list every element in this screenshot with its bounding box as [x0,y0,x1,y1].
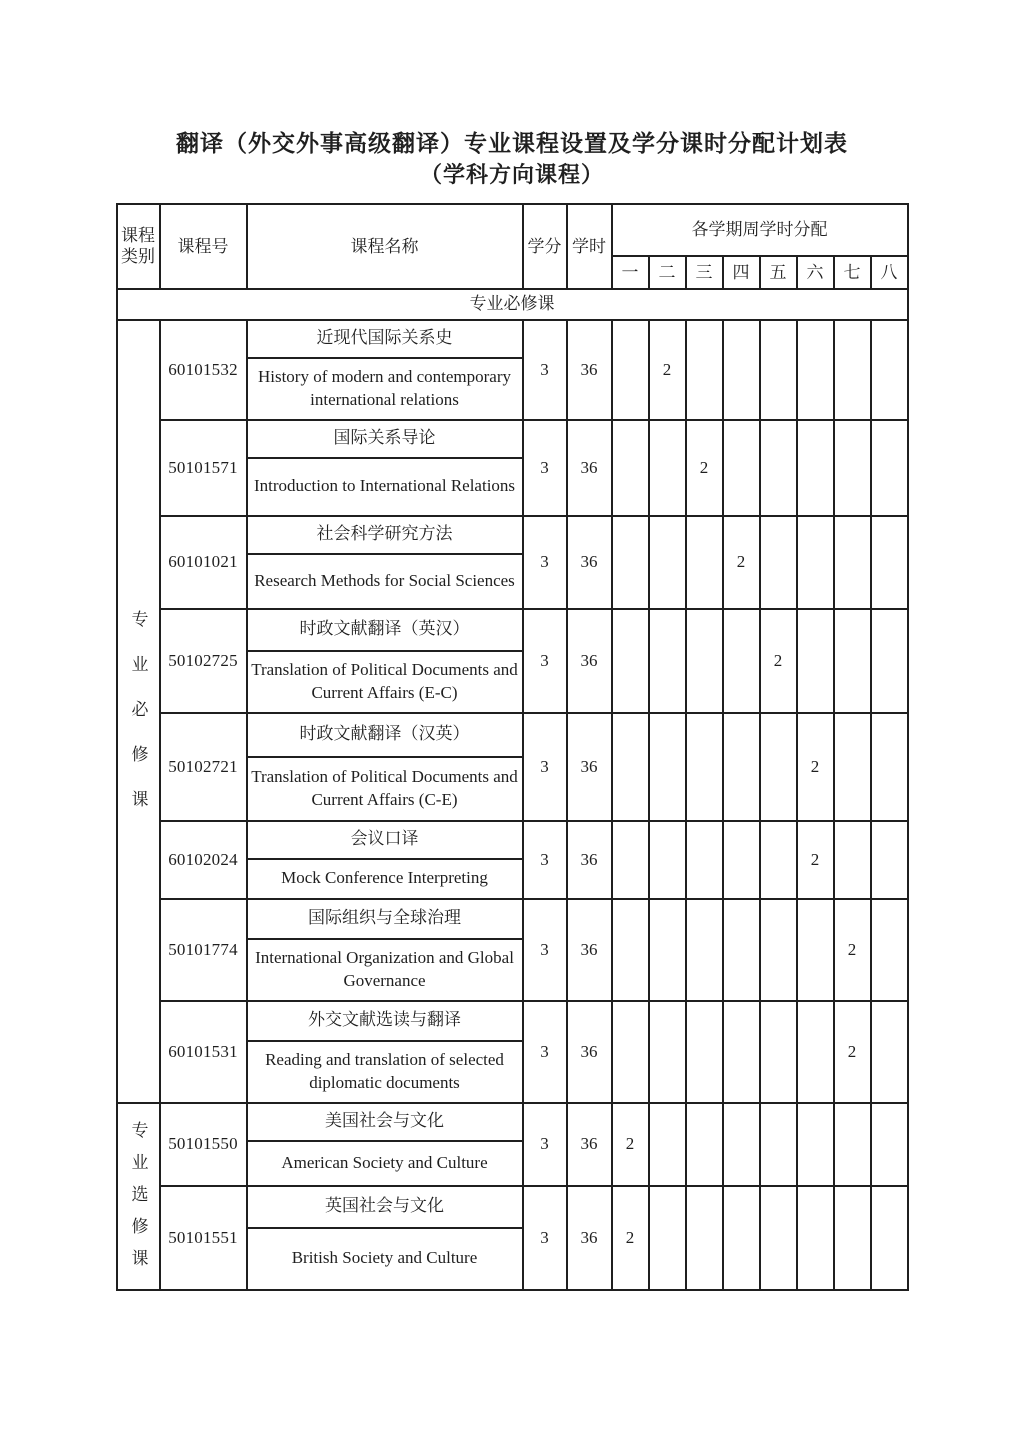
course-name-en: Mock Conference Interpreting [247,859,523,899]
course-hours: 36 [567,420,612,516]
semester-hours [871,420,908,516]
course-name-cn: 时政文献翻译（汉英） [247,713,523,757]
category-cell [117,1103,160,1290]
semester-hours: 2 [723,516,760,609]
semester-hours [760,899,797,1001]
course-name-cn: 时政文献翻译（英汉） [247,609,523,651]
semester-hours [871,609,908,713]
semester-hours [871,821,908,899]
course-code: 50102721 [160,713,247,821]
course-name-en: Translation of Political Documents and Current Affairs (C-E) [247,757,523,821]
course-name-cn: 外交文献选读与翻译 [247,1001,523,1041]
semester-hours [612,320,649,420]
semester-hours: 2 [612,1186,649,1290]
semester-hours [760,713,797,821]
course-code: 60102024 [160,821,247,899]
course-code: 60101532 [160,320,247,420]
course-credits: 3 [523,899,567,1001]
semester-hours [834,420,871,516]
column-header-category: 课程类别 [117,204,160,289]
column-header-semester-5: 五 [760,256,797,289]
course-name-en: Introduction to International Relations [247,458,523,516]
semester-hours [612,713,649,821]
semester-hours [686,1186,723,1290]
semester-hours [723,1186,760,1290]
course-credits: 3 [523,821,567,899]
semester-hours [612,609,649,713]
semester-hours [649,821,686,899]
course-name-cn: 国际组织与全球治理 [247,899,523,939]
semester-hours [649,899,686,1001]
semester-hours [723,821,760,899]
column-header-semester-1: 一 [612,256,649,289]
semester-hours [834,1103,871,1186]
column-header-semester-7: 七 [834,256,871,289]
semester-hours [649,420,686,516]
semester-hours [686,899,723,1001]
course-code: 60101021 [160,516,247,609]
semester-hours [834,320,871,420]
semester-hours [797,1103,834,1186]
course-hours: 36 [567,609,612,713]
course-code: 50101551 [160,1186,247,1290]
course-name-en: International Organization and Global Governance [247,939,523,1001]
course-name-cn: 会议口译 [247,821,523,859]
semester-hours [686,320,723,420]
semester-hours [760,320,797,420]
course-name-en: British Society and Culture [247,1228,523,1290]
section-band: 专业必修课 [117,289,908,320]
semester-hours [871,713,908,821]
semester-hours [723,320,760,420]
semester-hours [760,516,797,609]
column-header-credits: 学分 [523,204,567,289]
course-name-cn: 近现代国际关系史 [247,320,523,358]
semester-hours [649,609,686,713]
semester-hours [723,609,760,713]
semester-hours [797,320,834,420]
semester-hours [871,320,908,420]
semester-hours [612,1001,649,1103]
semester-hours [723,899,760,1001]
title-block [0,0,1024,190]
column-header-semester-6: 六 [797,256,834,289]
course-name-cn: 英国社会与文化 [247,1186,523,1228]
category-label: 专业必修课 [128,610,148,836]
course-name-cn: 社会科学研究方法 [247,516,523,554]
course-credits: 3 [523,1103,567,1186]
course-name-en: American Society and Culture [247,1141,523,1186]
semester-hours [612,821,649,899]
semester-hours [723,1103,760,1186]
course-hours: 36 [567,1001,612,1103]
course-name-cn: 美国社会与文化 [247,1103,523,1141]
course-credits: 3 [523,516,567,609]
column-header-hours: 学时 [567,204,612,289]
semester-hours [649,713,686,821]
course-name-en: Research Methods for Social Sciences [247,554,523,609]
course-credits: 3 [523,609,567,713]
semester-hours [871,1103,908,1186]
semester-hours [760,1103,797,1186]
course-credits: 3 [523,713,567,821]
semester-hours [797,420,834,516]
semester-hours [834,713,871,821]
semester-hours: 2 [797,713,834,821]
course-code: 50101550 [160,1103,247,1186]
semester-hours: 2 [797,821,834,899]
semester-hours [723,1001,760,1103]
semester-hours [760,1001,797,1103]
course-name-en: Reading and translation of selected diplomatic documents [247,1041,523,1103]
semester-hours: 2 [612,1103,649,1186]
course-credits: 3 [523,320,567,420]
column-header-semester-3: 三 [686,256,723,289]
course-hours: 36 [567,1103,612,1186]
semester-hours [797,899,834,1001]
semester-hours [686,1001,723,1103]
semester-hours [612,420,649,516]
course-name-en: History of modern and contemporary international relations [247,358,523,420]
semester-hours [760,1186,797,1290]
semester-hours [686,1103,723,1186]
semester-hours [760,420,797,516]
semester-hours [871,516,908,609]
document-subtitle: （学科方向课程） [419,162,604,188]
column-header-code: 课程号 [160,204,247,289]
semester-hours [797,1186,834,1290]
semester-hours [871,1001,908,1103]
course-hours: 36 [567,899,612,1001]
semester-hours [686,713,723,821]
semester-hours [834,821,871,899]
column-header-semester-8: 八 [871,256,908,289]
semester-hours: 2 [686,420,723,516]
course-hours: 36 [567,1186,612,1290]
semester-hours [834,609,871,713]
course-credits: 3 [523,1001,567,1103]
semester-hours [871,1186,908,1290]
course-credits: 3 [523,420,567,516]
course-name-en: Translation of Political Documents and Current Affairs (E-C) [247,651,523,713]
course-code: 50102725 [160,609,247,713]
column-header-semester-group: 各学期周学时分配 [612,204,908,256]
course-hours: 36 [567,713,612,821]
curriculum-table [116,203,909,1291]
course-hours: 36 [567,516,612,609]
semester-hours [686,821,723,899]
semester-hours [834,516,871,609]
semester-hours [649,1103,686,1186]
semester-hours [649,1186,686,1290]
semester-hours [760,821,797,899]
semester-hours [649,516,686,609]
semester-hours [797,1001,834,1103]
semester-hours [797,609,834,713]
category-label: 专业选修课 [128,1121,148,1282]
course-code: 50101774 [160,899,247,1001]
semester-hours: 2 [649,320,686,420]
semester-hours: 2 [760,609,797,713]
column-header-name: 课程名称 [247,204,523,289]
semester-hours [797,516,834,609]
semester-hours [723,713,760,821]
semester-hours [834,1186,871,1290]
course-hours: 36 [567,821,612,899]
course-hours: 36 [567,320,612,420]
course-code: 50101571 [160,420,247,516]
column-header-semester-4: 四 [723,256,760,289]
semester-hours [612,516,649,609]
semester-hours [686,516,723,609]
category-cell [117,320,160,1103]
semester-hours [686,609,723,713]
course-name-cn: 国际关系导论 [247,420,523,458]
document-title: 翻译（外交外事高级翻译）专业课程设置及学分课时分配计划表 [176,131,848,156]
course-code: 60101531 [160,1001,247,1103]
semester-hours: 2 [834,899,871,1001]
column-header-semester-2: 二 [649,256,686,289]
semester-hours [723,420,760,516]
semester-hours [871,899,908,1001]
semester-hours: 2 [834,1001,871,1103]
semester-hours [649,1001,686,1103]
semester-hours [612,899,649,1001]
course-credits: 3 [523,1186,567,1290]
